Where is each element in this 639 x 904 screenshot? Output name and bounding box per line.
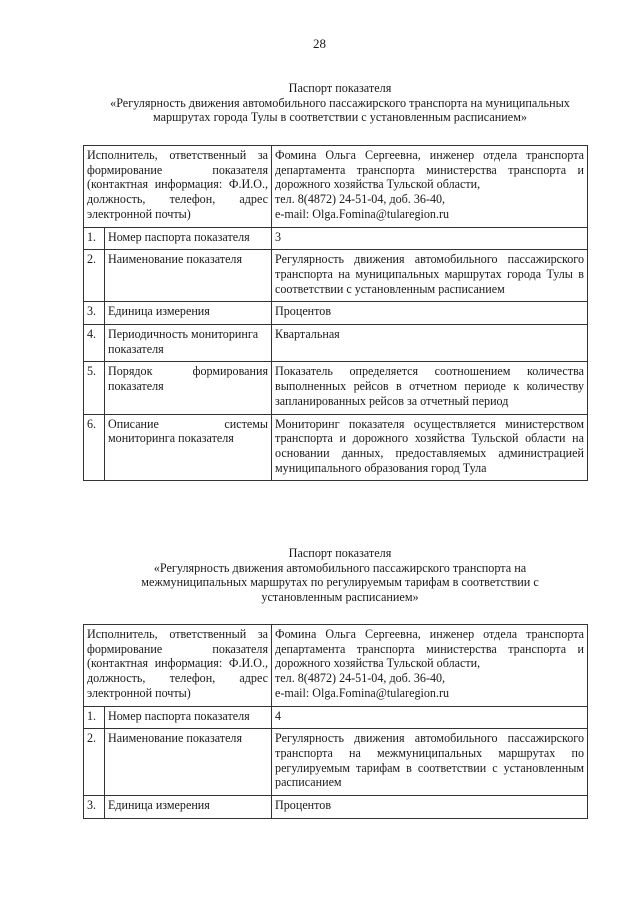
row-number: 6. bbox=[84, 414, 105, 481]
row-value: Мониторинг показателя осуществляется министерством транспорта и дорожного хозяйства Тульской области на основании данных, предоставляемых администрацией муниципального образования город Тула bbox=[272, 414, 588, 481]
executor-label: Исполнитель, ответственный за формирование показателя (контактная информация: Ф.И.О., должность, телефон, адрес электронной почты) bbox=[84, 146, 272, 228]
table-row bbox=[84, 250, 588, 302]
row-label: Периодичность мониторинга показателя bbox=[105, 325, 272, 362]
page-number: 28 bbox=[313, 36, 326, 51]
row-number: 3. bbox=[84, 302, 105, 325]
passport-title-line: «Регулярность движения автомобильного пассажирского транспорта на bbox=[153, 560, 527, 575]
passport-title-line: межмуниципальных маршрутах по регулируемым тарифам в соответствии с bbox=[141, 575, 539, 590]
passport-title-heading: Паспорт показателя bbox=[288, 81, 392, 95]
table-row bbox=[84, 362, 588, 414]
row-number: 3. bbox=[84, 796, 105, 819]
executor-name: Фомина Ольга Сергеевна, инженер отдела транспорта департамента транспорта министерства транспорта и дорожного хозяйства Тульской области, bbox=[275, 627, 584, 671]
executor-phone: тел. 8(4872) 24-51-04, доб. 36-40, bbox=[275, 192, 446, 207]
table-row bbox=[84, 796, 588, 819]
table-row bbox=[84, 729, 588, 796]
row-label: Описание системы мониторинга показателя bbox=[105, 414, 272, 481]
table-row bbox=[84, 227, 588, 250]
executor-name: Фомина Ольга Сергеевна, инженер отдела транспорта департамента транспорта министерства транспорта и дорожного хозяйства Тульской области, bbox=[275, 148, 584, 192]
row-value: Процентов bbox=[272, 796, 588, 819]
passport-table bbox=[83, 145, 588, 481]
row-label: Порядок формирования показателя bbox=[105, 362, 272, 414]
passport-title bbox=[70, 546, 610, 604]
row-value: 3 bbox=[272, 227, 588, 250]
row-number: 2. bbox=[84, 250, 105, 302]
passport-title-heading: Паспорт показателя bbox=[288, 546, 392, 560]
row-label: Единица измерения bbox=[105, 796, 272, 819]
row-label: Номер паспорта показателя bbox=[105, 706, 272, 729]
row-label: Наименование показателя bbox=[105, 729, 272, 796]
passport-title-line: маршрутах города Тулы в соответствии с установленным расписанием» bbox=[153, 110, 527, 125]
passport-title bbox=[70, 81, 610, 125]
row-label: Наименование показателя bbox=[105, 250, 272, 302]
row-value: Регулярность движения автомобильного пассажирского транспорта на межмуниципальных маршрутах по регулируемым тарифам в соответствии с установленным расписанием bbox=[272, 729, 588, 796]
passport-table bbox=[83, 624, 588, 819]
row-value: Процентов bbox=[272, 302, 588, 325]
table-row bbox=[84, 706, 588, 729]
passport-title-line: установленным расписанием» bbox=[261, 589, 419, 604]
executor-phone: тел. 8(4872) 24-51-04, доб. 36-40, bbox=[275, 671, 446, 686]
row-value: Регулярность движения автомобильного пассажирского транспорта на муниципальных маршрутах города Тулы в соответствии с установленным расписанием bbox=[272, 250, 588, 302]
executor-value bbox=[272, 146, 588, 228]
passport-title-line: «Регулярность движения автомобильного пассажирского транспорта на муниципальных bbox=[110, 95, 570, 110]
row-number: 2. bbox=[84, 729, 105, 796]
table-row bbox=[84, 302, 588, 325]
row-value: 4 bbox=[272, 706, 588, 729]
row-number: 5. bbox=[84, 362, 105, 414]
executor-value bbox=[272, 625, 588, 707]
executor-label: Исполнитель, ответственный за формирование показателя (контактная информация: Ф.И.О., должность, телефон, адрес электронной почты) bbox=[84, 625, 272, 707]
executor-email: e-mail: Olga.Fomina@tularegion.ru bbox=[275, 685, 450, 700]
row-label: Номер паспорта показателя bbox=[105, 227, 272, 250]
executor-row bbox=[84, 625, 588, 707]
row-label: Единица измерения bbox=[105, 302, 272, 325]
table-row bbox=[84, 325, 588, 362]
row-number: 1. bbox=[84, 227, 105, 250]
executor-email: e-mail: Olga.Fomina@tularegion.ru bbox=[275, 206, 450, 221]
row-number: 4. bbox=[84, 325, 105, 362]
row-value: Показатель определяется соотношением количества выполненных рейсов в отчетном периоде к количеству запланированных рейсов за отчетный период bbox=[272, 362, 588, 414]
executor-row bbox=[84, 146, 588, 228]
row-number: 1. bbox=[84, 706, 105, 729]
row-value: Квартальная bbox=[272, 325, 588, 362]
table-row bbox=[84, 414, 588, 481]
